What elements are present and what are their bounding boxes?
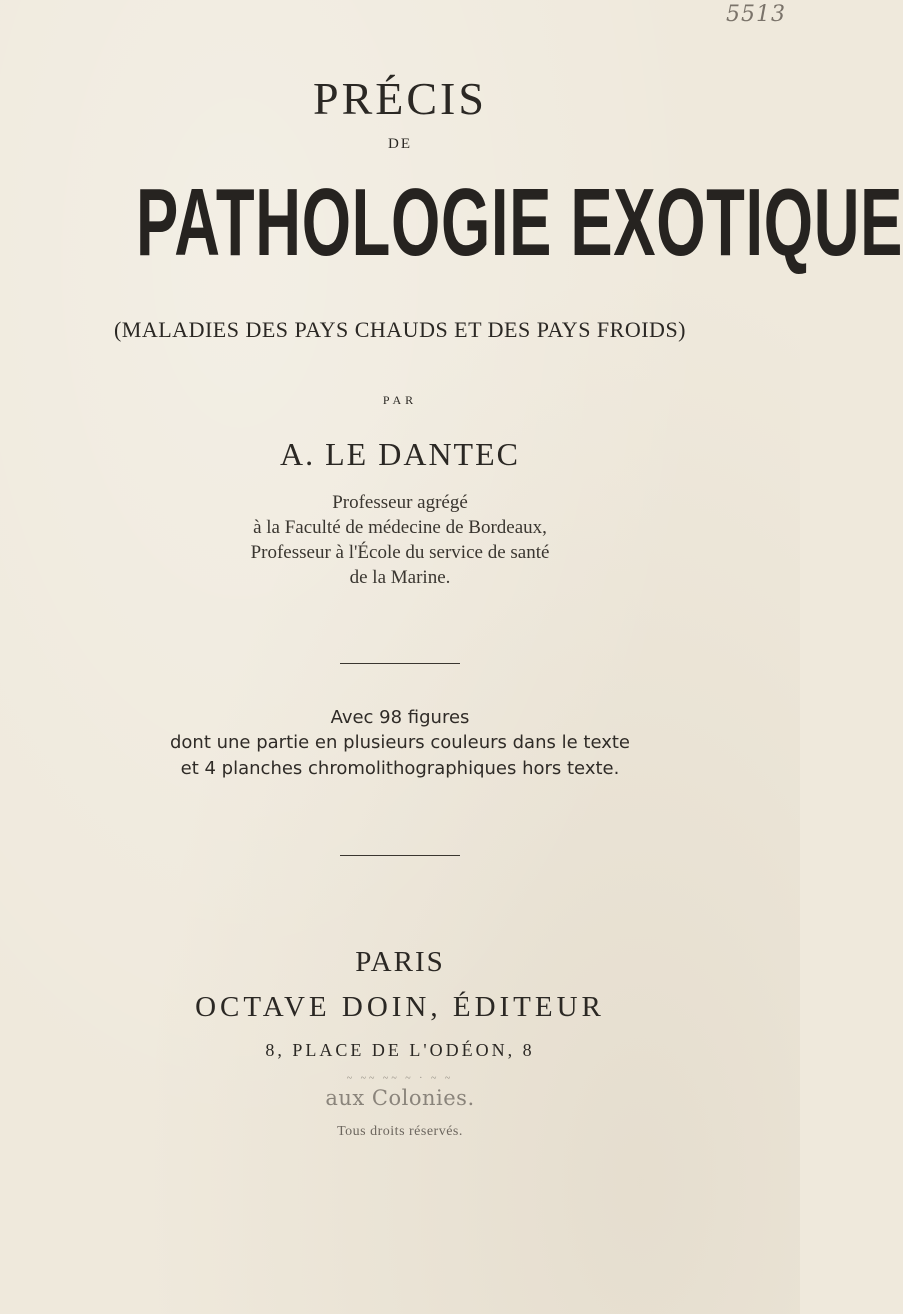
illustration-note: dont une partie en plusieurs couleurs dans le texte	[169, 732, 630, 753]
divider-rule	[340, 855, 460, 856]
illustration-note: Avec 98 figures	[330, 707, 470, 728]
title-de: DE	[388, 136, 412, 152]
author-credential: de la Marine.	[349, 567, 451, 588]
by-line: PAR	[382, 393, 418, 407]
shelfmark-annotation: 5513	[726, 2, 786, 27]
subtitle: (MALADIES DES PAYS CHAUDS ET DES PAYS FROIDS)	[113, 317, 687, 342]
publisher-name: OCTAVE DOIN, ÉDITEUR	[195, 991, 605, 1023]
rights-notice: Tous droits réservés.	[337, 1124, 463, 1139]
author-credential: Professeur agrégé	[332, 492, 468, 513]
faded-stamp-text: aux Colonies.	[325, 1086, 475, 1110]
illustration-note: et 4 planches chromolithographiques hors texte.	[180, 758, 620, 779]
faded-stamp-marks: ~ ~~ ~~ ~ · ~ ~	[346, 1073, 454, 1084]
author-name: A. LE DANTEC	[280, 436, 520, 472]
author-credential: Professeur à l'École du service de santé	[250, 542, 550, 563]
publisher-address: 8, PLACE DE L'ODÉON, 8	[265, 1040, 535, 1060]
author-credential: à la Faculté de médecine de Bordeaux,	[253, 517, 547, 538]
divider-rule	[340, 663, 460, 664]
publication-city: PARIS	[355, 946, 445, 978]
main-title: PATHOLOGIE EXOTIQUE	[136, 169, 903, 276]
title-precis: PRÉCIS	[313, 73, 487, 124]
